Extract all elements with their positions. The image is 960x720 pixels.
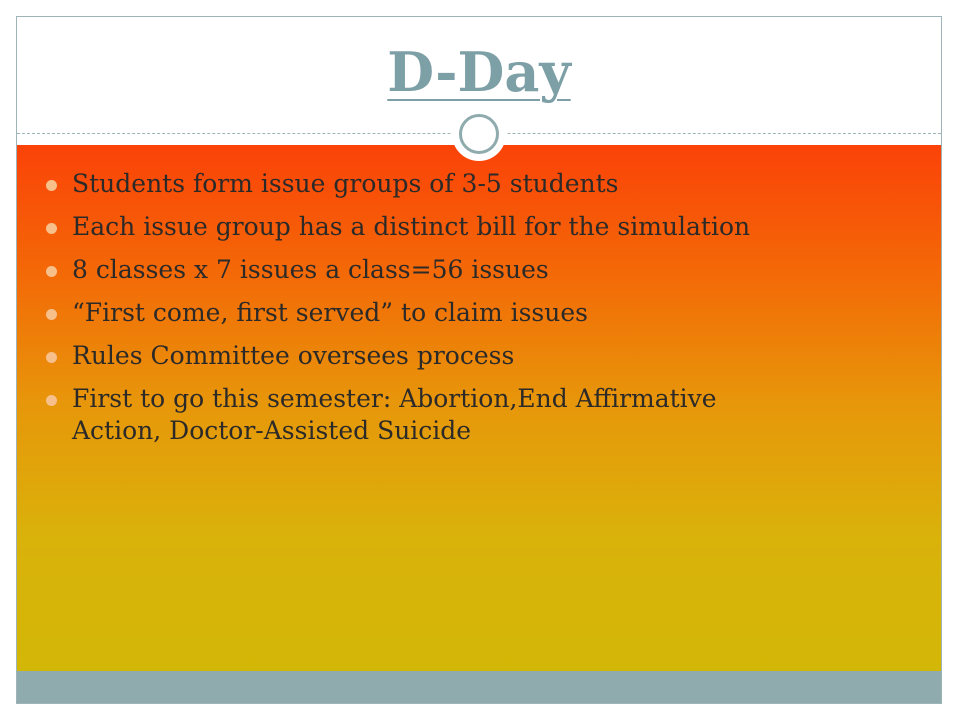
bullet-item — [46, 168, 806, 200]
bullet-item — [46, 340, 806, 372]
bullet-dot-icon — [46, 352, 57, 363]
bullet-text: Students form issue groups of 3-5 students — [72, 169, 619, 198]
circle-ring-icon — [459, 114, 499, 154]
slide-title[interactable]: D-Day — [387, 40, 571, 104]
bullet-item — [46, 211, 806, 243]
footer-band — [17, 671, 941, 704]
bullet-dot-icon — [46, 223, 57, 234]
bullet-item — [46, 254, 806, 286]
bullet-text: 8 classes x 7 issues a class=56 issues — [72, 255, 549, 284]
bullet-dot-icon — [46, 395, 57, 406]
bullet-item — [46, 297, 806, 329]
bullet-dot-icon — [46, 309, 57, 320]
bullet-dot-icon — [46, 180, 57, 191]
bullet-list — [46, 168, 806, 458]
bullet-text: “First come, first served” to claim issues — [72, 298, 588, 327]
bullet-text: Rules Committee oversees process — [72, 341, 515, 370]
ornament — [452, 107, 506, 161]
bullet-text: First to go this semester: Abortion,End Affirmative Action, Doctor-Assisted Suicide — [72, 384, 717, 445]
bullet-dot-icon — [46, 266, 57, 277]
bullet-text: Each issue group has a distinct bill for the simulation — [72, 212, 751, 241]
bullet-item — [46, 383, 806, 447]
